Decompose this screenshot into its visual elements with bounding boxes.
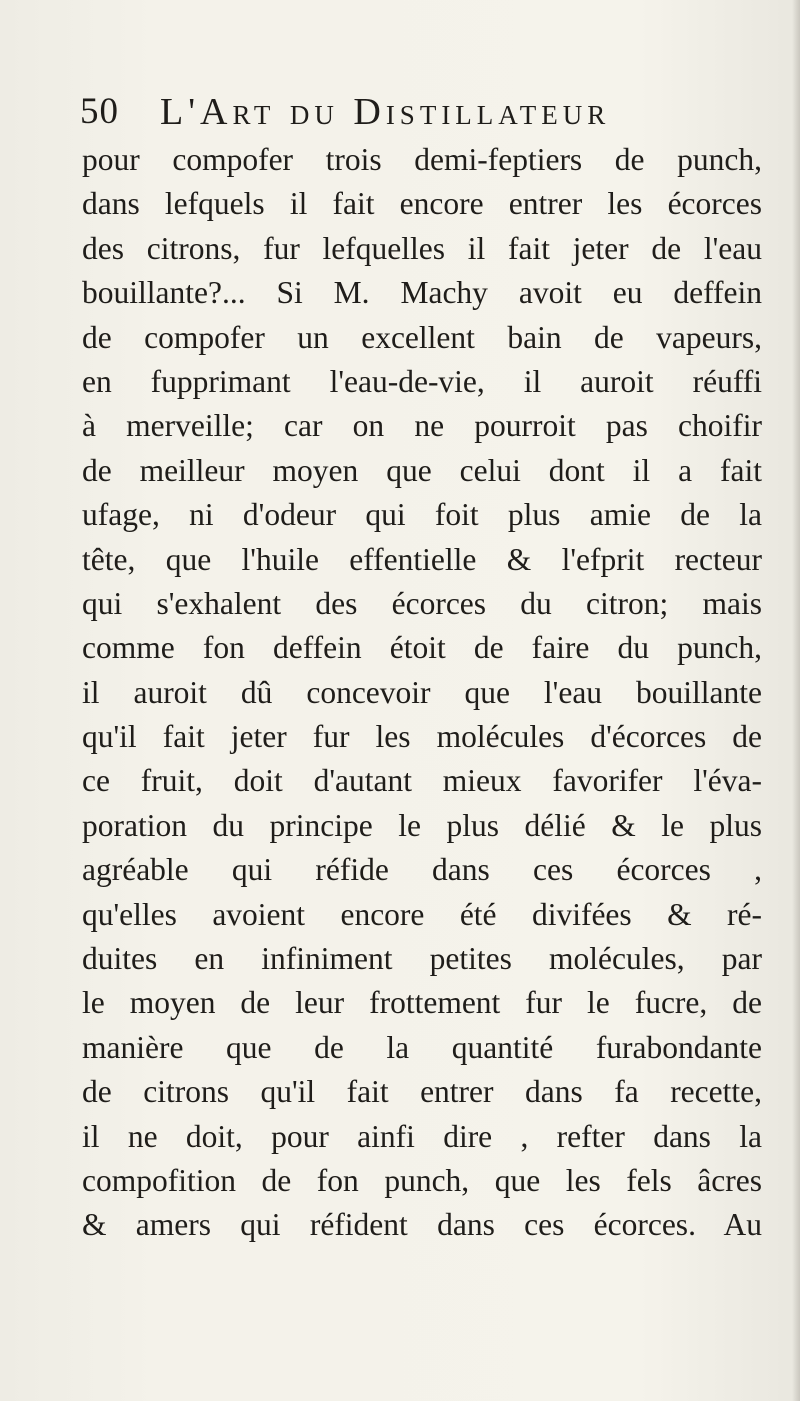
- text-line: pour compofer trois demi-feptiers de punch,: [82, 142, 762, 177]
- text-line: duites en infiniment petites molécules, par: [82, 941, 762, 977]
- text-line: ce fruit, doit d'autant mieux favorifer l'éva-: [82, 763, 762, 799]
- text-line: qu'il fait jeter fur les molécules d'écorces de: [82, 719, 762, 755]
- body-text: [82, 138, 762, 1248]
- page-edge-shadow: [792, 0, 800, 1401]
- text-line: il auroit dû concevoir que l'eau bouillante: [82, 674, 762, 710]
- text-line: comme fon deffein étoit de faire du punch,: [82, 630, 762, 666]
- text-line: manière que de la quantité furabondante: [82, 1029, 762, 1065]
- text-line: en fupprimant l'eau-de-vie, il auroit réuffi: [82, 363, 762, 399]
- running-title: L'Art du Distillateur: [160, 91, 611, 133]
- text-line: ufage, ni d'odeur qui foit plus amie de la: [82, 497, 762, 533]
- text-line: qu'elles avoient encore été divifées & ré-: [82, 896, 762, 932]
- text-line: de meilleur moyen que celui dont il a fait: [82, 452, 762, 488]
- text-line: agréable qui réfide dans ces écorces ,: [82, 852, 762, 888]
- text-line: dans lefquels il fait encore entrer les écorces: [82, 186, 762, 222]
- text-line: à merveille; car on ne pourroit pas choifir: [82, 408, 762, 444]
- text-line: de citrons qu'il fait entrer dans fa recette,: [82, 1074, 762, 1110]
- page-header: [80, 88, 760, 136]
- text-line: bouillante?... Si M. Machy avoit eu deffein: [82, 275, 762, 311]
- text-line: le moyen de leur frottement fur le fucre, de: [82, 985, 762, 1021]
- text-line: de compofer un excellent bain de vapeurs,: [82, 319, 762, 355]
- text-line: & amers qui réfident dans ces écorces. Au: [82, 1207, 762, 1243]
- text-line: compofition de fon punch, que les fels âcres: [82, 1162, 762, 1198]
- text-line: poration du principe le plus délié & le plus: [82, 807, 762, 843]
- text-line: tête, que l'huile effentielle & l'efprit recteur: [82, 541, 762, 577]
- page-number: 50: [80, 91, 119, 132]
- text-line: il ne doit, pour ainfi dire , refter dans la: [82, 1118, 762, 1154]
- text-line: qui s'exhalent des écorces du citron; mais: [82, 585, 762, 621]
- text-line: des citrons, fur lefquelles il fait jeter de l'eau: [82, 230, 762, 266]
